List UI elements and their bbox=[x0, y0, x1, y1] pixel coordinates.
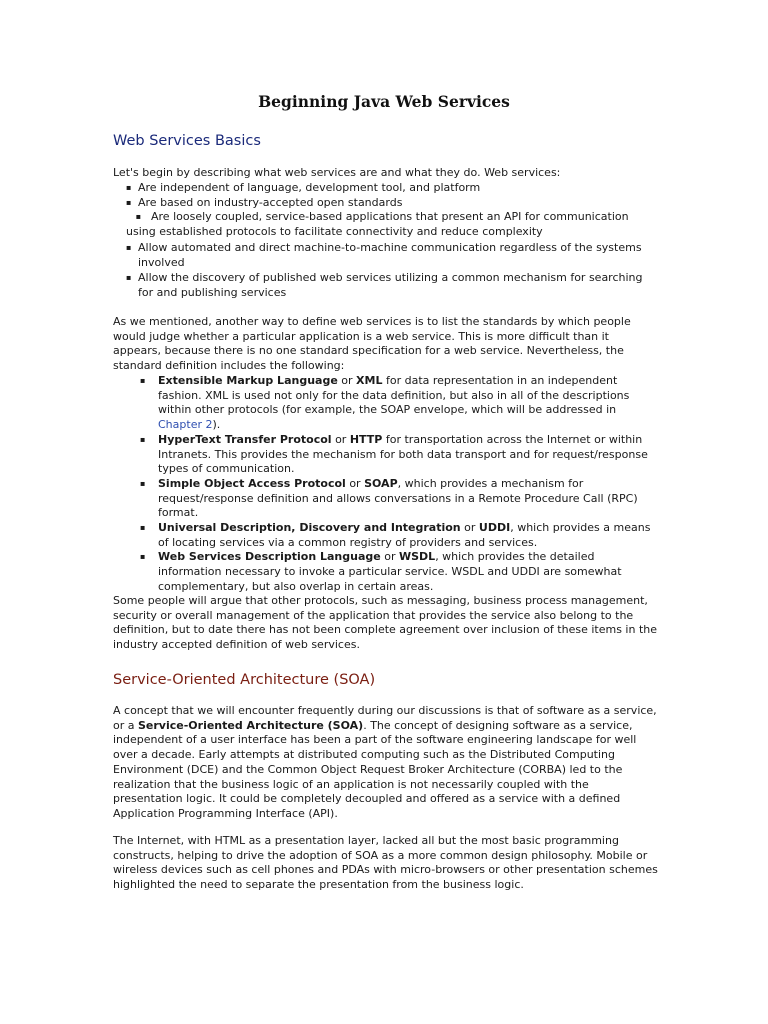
closing-paragraph: Some people will argue that other protocols, such as messaging, business process management, security or overall management of the application that provides the service also belong to the definition, but to date there has not been complete agreement over inclusion of these items in the industry accepted definition of web services. bbox=[113, 594, 658, 652]
chapter-2-link[interactable]: Chapter 2 bbox=[158, 418, 213, 432]
list-item: ▪ Allow automated and direct machine-to-machine communication regardless of the systems involved bbox=[126, 240, 642, 269]
standard-name: Web Services Description Language bbox=[158, 550, 381, 564]
document-title: Beginning Java Web Services bbox=[258, 92, 510, 111]
section-heading-web-services-basics: Web Services Basics bbox=[113, 133, 261, 149]
standard-name: Simple Object Access Protocol bbox=[158, 476, 346, 490]
soa-paragraph-1: A concept that we will encounter frequently during our discussions is that of software as a service, or a Service-Oriented Architecture (SOA). The concept of designing software as a service, independent of a user interface has been a part of the software engineering landscape for well over a decade. Early attempts at distributed computing such as the Distributed Computing Environment (DCE) and the Common Object Request Broker Architecture (CORBA) led to the realization that the business logic of an application is not necessarily coupled with the presentation logic. It could be completely decoupled and offered as a service with a defined Application Programming Interface (API). bbox=[113, 704, 657, 820]
list-item: ▪ HyperText Transfer Protocol or HTTP for transportation across the Internet or within Intranets. This provides the mechanism for both data transport and for request/response types of communication. bbox=[140, 432, 648, 476]
list-item: ▪ Allow the discovery of published web services utilizing a common mechanism for searching for and publishing services bbox=[126, 271, 643, 299]
standard-name: Extensible Markup Language bbox=[158, 374, 338, 387]
intro-paragraph: Let's begin by describing what web services are and what they do. Web services: bbox=[113, 166, 561, 179]
list-item: ▪ Are loosely coupled, service-based applications that present an API for communication using established protocols to facilitate connectivity and reduce complexity bbox=[126, 210, 629, 239]
list-item: ▪ Universal Description, Discovery and Integration or UDDI, which provides a means of locating services via a common registry of providers and services. bbox=[140, 521, 651, 549]
bullet-marker: ▪ bbox=[140, 523, 146, 533]
standard-abbr: UDDI bbox=[478, 521, 511, 535]
list-item: ▪ Are based on industry-accepted open standards bbox=[126, 195, 403, 209]
standard-name: HyperText Transfer Protocol bbox=[158, 432, 332, 446]
bullet-marker: ▪ bbox=[140, 434, 146, 444]
soa-term: Service-Oriented Architecture (SOA) bbox=[138, 718, 364, 732]
bullet-marker: ▪ bbox=[126, 183, 132, 192]
bullet-marker: ▪ bbox=[126, 197, 132, 207]
list-item: ▪ Extensible Markup Language or XML for data representation in an independent fashion. XML is used not only for the data definition, but also in all of the descriptions within other protocols (for example, the SOAP envelope, which will be addressed in Chapter 2). bbox=[140, 374, 630, 432]
standard-name: Universal Description, Discovery and Integration bbox=[158, 521, 461, 535]
bullet-marker: ▪ bbox=[135, 212, 142, 222]
bullet-marker: ▪ bbox=[126, 242, 132, 252]
standard-abbr: HTTP bbox=[349, 432, 383, 446]
standard-abbr: XML bbox=[356, 374, 383, 387]
bullet-marker: ▪ bbox=[140, 376, 146, 385]
list-item: ▪ Simple Object Access Protocol or SOAP, which provides a mechanism for request/response definition and allows conversations in a Remote Procedure Call (RPC) format. bbox=[140, 476, 638, 520]
soa-paragraph-2: The Internet, with HTML as a presentation layer, lacked all but the most basic programming constructs, helping to drive the adoption of SOA as a more common design philosophy. Mobile or wireless devices such as cell phones and PDAs with micro-browsers or other presentation schemes highlighted the need to separate the presentation from the business logic. bbox=[113, 834, 658, 892]
standards-intro-paragraph: As we mentioned, another way to define web services is to list the standards by which people would judge whether a particular application is a web service. This is more difficult than it appears, because there is no one standard specification for a web service. Nevertheless, the standard definition includes the following: bbox=[113, 315, 631, 373]
bullet-marker: ▪ bbox=[126, 273, 132, 283]
bullet-marker: ▪ bbox=[140, 478, 146, 488]
section-heading-soa: Service-Oriented Architecture (SOA) bbox=[113, 672, 376, 688]
list-item: ▪ Are independent of language, development tool, and platform bbox=[126, 181, 481, 194]
standard-abbr: SOAP bbox=[364, 476, 398, 490]
standards-list bbox=[113, 374, 658, 595]
bullet-marker: ▪ bbox=[140, 552, 146, 562]
web-services-properties-list bbox=[113, 181, 658, 301]
list-item: ▪ Web Services Description Language or WSDL, which provides the detailed information necessary to invoke a particular service. WSDL and UDDI are somewhat complementary, but also overlap in certain areas. bbox=[140, 550, 622, 593]
standard-abbr: WSDL bbox=[398, 550, 436, 564]
